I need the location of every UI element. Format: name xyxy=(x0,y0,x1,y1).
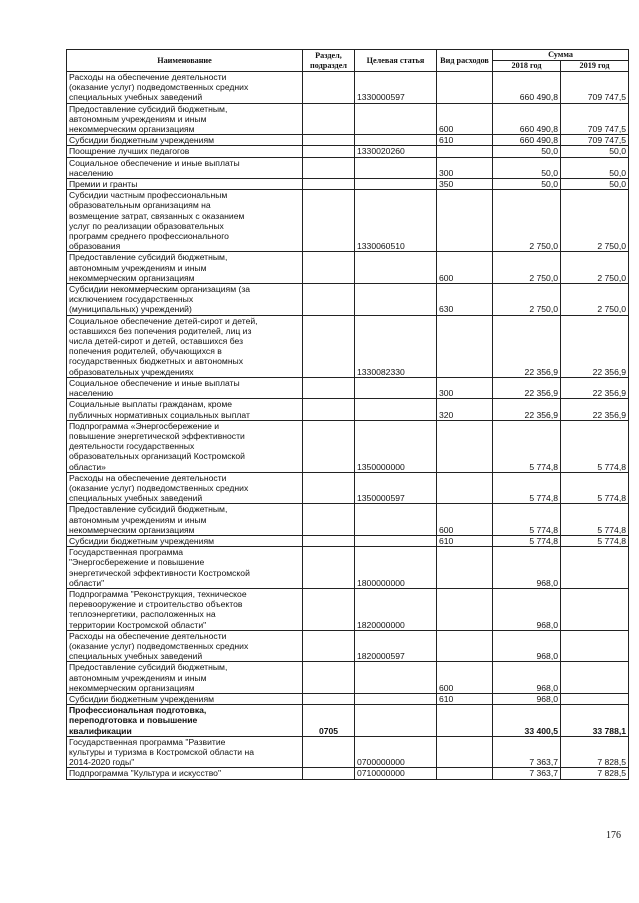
row-target: 1820000597 xyxy=(355,630,437,662)
table-body xyxy=(67,72,629,780)
row-type xyxy=(437,315,493,377)
table-row xyxy=(67,146,629,157)
table-row xyxy=(67,179,629,190)
row-target xyxy=(355,504,437,536)
row-name: Субсидии бюджетным учреждениям xyxy=(67,535,303,546)
table-row xyxy=(67,284,629,316)
row-section xyxy=(303,377,355,398)
row-target: 1820000000 xyxy=(355,588,437,630)
row-section xyxy=(303,103,355,135)
row-section xyxy=(303,736,355,768)
row-target xyxy=(355,705,437,737)
row-amount-2019 xyxy=(561,547,629,589)
table-row xyxy=(67,630,629,662)
row-target xyxy=(355,103,437,135)
row-section xyxy=(303,420,355,472)
row-amount-2019: 7 828,5 xyxy=(561,768,629,779)
row-amount-2019: 5 774,8 xyxy=(561,504,629,536)
row-section xyxy=(303,693,355,704)
header-type: Вид расходов xyxy=(437,50,493,72)
row-amount-2019: 5 774,8 xyxy=(561,535,629,546)
page-number: 176 xyxy=(606,830,621,841)
row-type xyxy=(437,420,493,472)
row-target: 0710000000 xyxy=(355,768,437,779)
row-amount-2019 xyxy=(561,693,629,704)
row-target: 1350000000 xyxy=(355,420,437,472)
row-section: 0705 xyxy=(303,705,355,737)
row-name: Государственная программа "Развитие культуры и туризма в Костромской области на 2014-2020 годы" xyxy=(67,736,303,768)
row-name: Предоставление субсидий бюджетным, автономным учреждениям и иным некоммерческим организациям xyxy=(67,504,303,536)
row-amount-2018: 22 356,9 xyxy=(493,377,561,398)
row-section xyxy=(303,547,355,589)
row-amount-2018: 968,0 xyxy=(493,693,561,704)
row-name: Расходы на обеспечение деятельности (оказание услуг) подведомственных средних специальных учебных заведений xyxy=(67,630,303,662)
row-target: 1350000597 xyxy=(355,472,437,504)
row-section xyxy=(303,72,355,104)
row-amount-2018: 7 363,7 xyxy=(493,768,561,779)
header-sum: Сумма xyxy=(493,50,629,61)
table-row xyxy=(67,252,629,284)
row-target: 1330020260 xyxy=(355,146,437,157)
row-type: 610 xyxy=(437,535,493,546)
row-type: 300 xyxy=(437,157,493,178)
row-amount-2018: 660 490,8 xyxy=(493,72,561,104)
row-amount-2018: 968,0 xyxy=(493,588,561,630)
row-amount-2019: 709 747,5 xyxy=(561,103,629,135)
row-amount-2019: 2 750,0 xyxy=(561,190,629,252)
row-amount-2018: 50,0 xyxy=(493,146,561,157)
row-type xyxy=(437,547,493,589)
row-amount-2019: 7 828,5 xyxy=(561,736,629,768)
row-amount-2019: 5 774,8 xyxy=(561,420,629,472)
row-target: 0700000000 xyxy=(355,736,437,768)
row-target xyxy=(355,284,437,316)
row-section xyxy=(303,315,355,377)
row-section xyxy=(303,472,355,504)
table-row xyxy=(67,504,629,536)
row-amount-2018: 968,0 xyxy=(493,662,561,694)
row-type xyxy=(437,705,493,737)
table-row xyxy=(67,535,629,546)
row-section xyxy=(303,535,355,546)
row-target xyxy=(355,693,437,704)
row-amount-2018: 660 490,8 xyxy=(493,135,561,146)
row-amount-2019: 22 356,9 xyxy=(561,399,629,420)
row-amount-2019 xyxy=(561,588,629,630)
row-target xyxy=(355,535,437,546)
row-amount-2018: 33 400,5 xyxy=(493,705,561,737)
row-type xyxy=(437,72,493,104)
row-amount-2019 xyxy=(561,630,629,662)
row-section xyxy=(303,588,355,630)
row-type: 600 xyxy=(437,103,493,135)
row-amount-2018: 5 774,8 xyxy=(493,535,561,546)
row-type xyxy=(437,588,493,630)
row-amount-2018: 5 774,8 xyxy=(493,504,561,536)
row-amount-2019: 2 750,0 xyxy=(561,284,629,316)
row-name: Социальные выплаты гражданам, кроме публичных нормативных социальных выплат xyxy=(67,399,303,420)
row-amount-2018: 968,0 xyxy=(493,630,561,662)
row-amount-2019: 50,0 xyxy=(561,179,629,190)
row-name: Субсидии бюджетным учреждениям xyxy=(67,135,303,146)
row-amount-2019: 709 747,5 xyxy=(561,135,629,146)
row-target: 1800000000 xyxy=(355,547,437,589)
row-name: Социальное обеспечение детей-сирот и детей, оставшихся без попечения родителей, лиц из числа детей-сирот и детей, оставшихся без попечения родителей, обучающихся в государственных бюджетных и автономных образовательных учреждениях xyxy=(67,315,303,377)
row-amount-2019: 22 356,9 xyxy=(561,377,629,398)
table-row xyxy=(67,547,629,589)
row-section xyxy=(303,252,355,284)
row-section xyxy=(303,768,355,779)
header-year-2019: 2019 год xyxy=(561,61,629,72)
row-type xyxy=(437,736,493,768)
header-target: Целевая статья xyxy=(355,50,437,72)
row-section xyxy=(303,284,355,316)
row-section xyxy=(303,662,355,694)
row-target: 1330060510 xyxy=(355,190,437,252)
table-row xyxy=(67,135,629,146)
row-amount-2018: 22 356,9 xyxy=(493,399,561,420)
row-amount-2018: 50,0 xyxy=(493,157,561,178)
row-name: Расходы на обеспечение деятельности (оказание услуг) подведомственных средних специальных учебных заведений xyxy=(67,72,303,104)
budget-table xyxy=(66,49,629,780)
row-amount-2018: 5 774,8 xyxy=(493,420,561,472)
row-name: Премии и гранты xyxy=(67,179,303,190)
row-target xyxy=(355,399,437,420)
table-row xyxy=(67,72,629,104)
row-amount-2019: 709 747,5 xyxy=(561,72,629,104)
row-section xyxy=(303,179,355,190)
table-row xyxy=(67,190,629,252)
table-row xyxy=(67,103,629,135)
table-row xyxy=(67,736,629,768)
row-amount-2019 xyxy=(561,662,629,694)
row-type: 600 xyxy=(437,662,493,694)
header-year-2018: 2018 год xyxy=(493,61,561,72)
row-amount-2019: 22 356,9 xyxy=(561,315,629,377)
row-section xyxy=(303,630,355,662)
row-section xyxy=(303,504,355,536)
row-type: 630 xyxy=(437,284,493,316)
row-type: 600 xyxy=(437,504,493,536)
row-name: Профессиональная подготовка, переподготовка и повышение квалификации xyxy=(67,705,303,737)
row-type: 320 xyxy=(437,399,493,420)
row-amount-2018: 660 490,8 xyxy=(493,103,561,135)
row-target: 1330000597 xyxy=(355,72,437,104)
row-type: 600 xyxy=(437,252,493,284)
row-type xyxy=(437,630,493,662)
row-name: Социальное обеспечение и иные выплаты населению xyxy=(67,377,303,398)
row-name: Подпрограмма "Реконструкция, техническое перевооружение и строительство объектов теплоэнергетики, расположенных на территории Костромской области" xyxy=(67,588,303,630)
row-name: Предоставление субсидий бюджетным, автономным учреждениям и иным некоммерческим организациям xyxy=(67,103,303,135)
row-section xyxy=(303,399,355,420)
row-name: Подпрограмма "Культура и искусство" xyxy=(67,768,303,779)
row-amount-2018: 2 750,0 xyxy=(493,190,561,252)
row-section xyxy=(303,157,355,178)
table-row xyxy=(67,705,629,737)
row-type xyxy=(437,472,493,504)
row-amount-2019: 33 788,1 xyxy=(561,705,629,737)
row-amount-2019: 5 774,8 xyxy=(561,472,629,504)
row-target: 1330082330 xyxy=(355,315,437,377)
table-row xyxy=(67,768,629,779)
row-type: 610 xyxy=(437,693,493,704)
row-amount-2018: 50,0 xyxy=(493,179,561,190)
row-name: Субсидии частным профессиональным образовательным организациям на возмещение затрат, связанных с оказанием услуг по реализации образовательных программ среднего профессионального образования xyxy=(67,190,303,252)
row-target xyxy=(355,662,437,694)
row-name: Субсидии некоммерческим организациям (за исключением государственных (муниципальных) учреждений) xyxy=(67,284,303,316)
table-row xyxy=(67,472,629,504)
row-name: Государственная программа "Энергосбережение и повышение энергетической эффективности Костромской области" xyxy=(67,547,303,589)
table-row xyxy=(67,157,629,178)
row-type: 300 xyxy=(437,377,493,398)
row-type xyxy=(437,190,493,252)
row-amount-2018: 968,0 xyxy=(493,547,561,589)
row-target xyxy=(355,179,437,190)
row-amount-2018: 2 750,0 xyxy=(493,252,561,284)
row-target xyxy=(355,157,437,178)
row-section xyxy=(303,190,355,252)
header-name: Наименование xyxy=(67,50,303,72)
row-target xyxy=(355,252,437,284)
row-amount-2018: 2 750,0 xyxy=(493,284,561,316)
row-name: Предоставление субсидий бюджетным, автономным учреждениям и иным некоммерческим организациям xyxy=(67,662,303,694)
row-section xyxy=(303,146,355,157)
row-amount-2019: 2 750,0 xyxy=(561,252,629,284)
row-target xyxy=(355,135,437,146)
row-amount-2018: 5 774,8 xyxy=(493,472,561,504)
row-target xyxy=(355,377,437,398)
row-name: Субсидии бюджетным учреждениям xyxy=(67,693,303,704)
row-amount-2018: 22 356,9 xyxy=(493,315,561,377)
row-amount-2019: 50,0 xyxy=(561,157,629,178)
row-amount-2019: 50,0 xyxy=(561,146,629,157)
row-name: Подпрограмма «Энергосбережение и повышение энергетической эффективности деятельности государственных образовательных организаций Костромской области» xyxy=(67,420,303,472)
row-type: 610 xyxy=(437,135,493,146)
table-row xyxy=(67,399,629,420)
row-name: Поощрение лучших педагогов xyxy=(67,146,303,157)
table-row xyxy=(67,377,629,398)
row-name: Расходы на обеспечение деятельности (оказание услуг) подведомственных средних специальных учебных заведений xyxy=(67,472,303,504)
row-section xyxy=(303,135,355,146)
row-name: Предоставление субсидий бюджетным, автономным учреждениям и иным некоммерческим организациям xyxy=(67,252,303,284)
row-type xyxy=(437,768,493,779)
table-row xyxy=(67,315,629,377)
row-name: Социальное обеспечение и иные выплаты населению xyxy=(67,157,303,178)
row-type xyxy=(437,146,493,157)
table-row xyxy=(67,588,629,630)
table-row xyxy=(67,693,629,704)
table-row xyxy=(67,662,629,694)
table-row xyxy=(67,420,629,472)
row-amount-2018: 7 363,7 xyxy=(493,736,561,768)
row-type: 350 xyxy=(437,179,493,190)
header-section: Раздел, подраздел xyxy=(303,50,355,72)
